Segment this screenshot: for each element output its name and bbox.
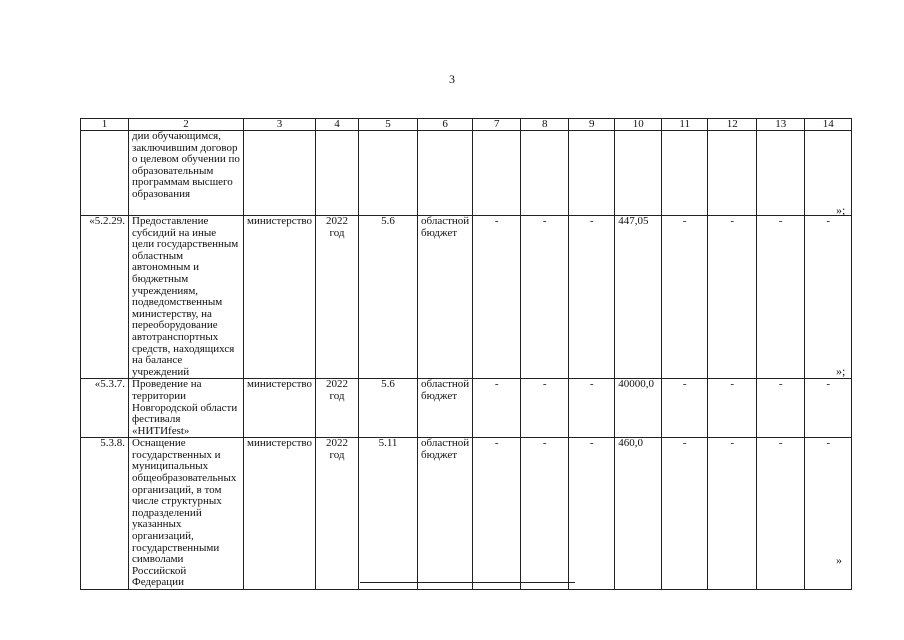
value-cell: - [569,438,615,590]
table-row [81,131,852,216]
measure-name: дии обучающимся, заключившим договор о целевом обучении по образовательным программам высшего образования [129,131,244,216]
value-cell: - [521,438,569,590]
value-cell: - [805,438,852,590]
row-number: 5.3.8. [81,438,129,590]
value-cell: - [569,216,615,379]
row-number: «5.3.7. [81,379,129,438]
header-cell: 8 [521,119,569,131]
row-number: «5.2.29. [81,216,129,379]
period: 2022 год [316,216,359,379]
value-cell: - [521,379,569,438]
value-cell [473,131,521,216]
header-cell: 3 [244,119,316,131]
period [316,131,359,216]
indicator [359,131,418,216]
value-cell: - [805,379,852,438]
closing-quote-mark: »; [836,203,846,217]
table-row [81,216,852,379]
value-cell: - [662,379,708,438]
value-cell [757,131,805,216]
header-cell: 11 [662,119,708,131]
source: областной бюджет [418,379,473,438]
header-cell: 13 [757,119,805,131]
executor: министерство [244,379,316,438]
value-cell: - [473,379,521,438]
value-cell: - [708,379,757,438]
value-cell: - [757,379,805,438]
value-cell [708,131,757,216]
value-cell: - [757,438,805,590]
closing-quote-mark: »; [836,364,846,378]
source [418,131,473,216]
header-cell: 9 [569,119,615,131]
period: 2022 год [316,438,359,590]
executor: министерство [244,216,316,379]
header-cell: 12 [708,119,757,131]
header-cell: 14 [805,119,852,131]
value-cell: - [708,216,757,379]
executor: министерство [244,438,316,590]
indicator: 5.11 [359,438,418,590]
value-cell: - [521,216,569,379]
value-cell: 40000,0 [615,379,662,438]
value-cell: - [473,216,521,379]
header-cell: 4 [316,119,359,131]
header-cell: 10 [615,119,662,131]
measure-name: Предоставление субсидий на иные цели государственным областным автономным и бюджетным учреждениям, подведомственным министерству, на переоборудование автотранспортных средств, находящихся на балансе учреждений [129,216,244,379]
value-cell: - [708,438,757,590]
value-cell: - [662,216,708,379]
period: 2022 год [316,379,359,438]
source: областной бюджет [418,438,473,590]
header-cell: 1 [81,119,129,131]
value-cell: 460,0 [615,438,662,590]
value-cell [615,131,662,216]
value-cell: - [757,216,805,379]
header-cell: 2 [129,119,244,131]
value-cell [569,131,615,216]
value-cell: 447,05 [615,216,662,379]
indicator: 5.6 [359,216,418,379]
page-number: 3 [449,72,455,86]
value-cell [662,131,708,216]
measures-table [80,118,852,590]
row-number [81,131,129,216]
value-cell: - [569,379,615,438]
measure-name: Проведение на территории Новгородской области фестиваля «НИТИfest» [129,379,244,438]
indicator: 5.6 [359,379,418,438]
measure-name: Оснащение государственных и муниципальных общеобразовательных организаций, в том числе структурных подразделений указанных организаций, государственными символами Российской Федерации [129,438,244,590]
value-cell [521,131,569,216]
source: областной бюджет [418,216,473,379]
header-cell: 5 [359,119,418,131]
closing-quote-mark: » [836,553,842,567]
table-row [81,438,852,590]
header-cell: 7 [473,119,521,131]
table-row [81,379,852,438]
value-cell: - [805,216,852,379]
value-cell: - [473,438,521,590]
header-cell: 6 [418,119,473,131]
header-row [81,119,852,131]
executor [244,131,316,216]
value-cell: - [662,438,708,590]
footer-rule [360,582,575,583]
